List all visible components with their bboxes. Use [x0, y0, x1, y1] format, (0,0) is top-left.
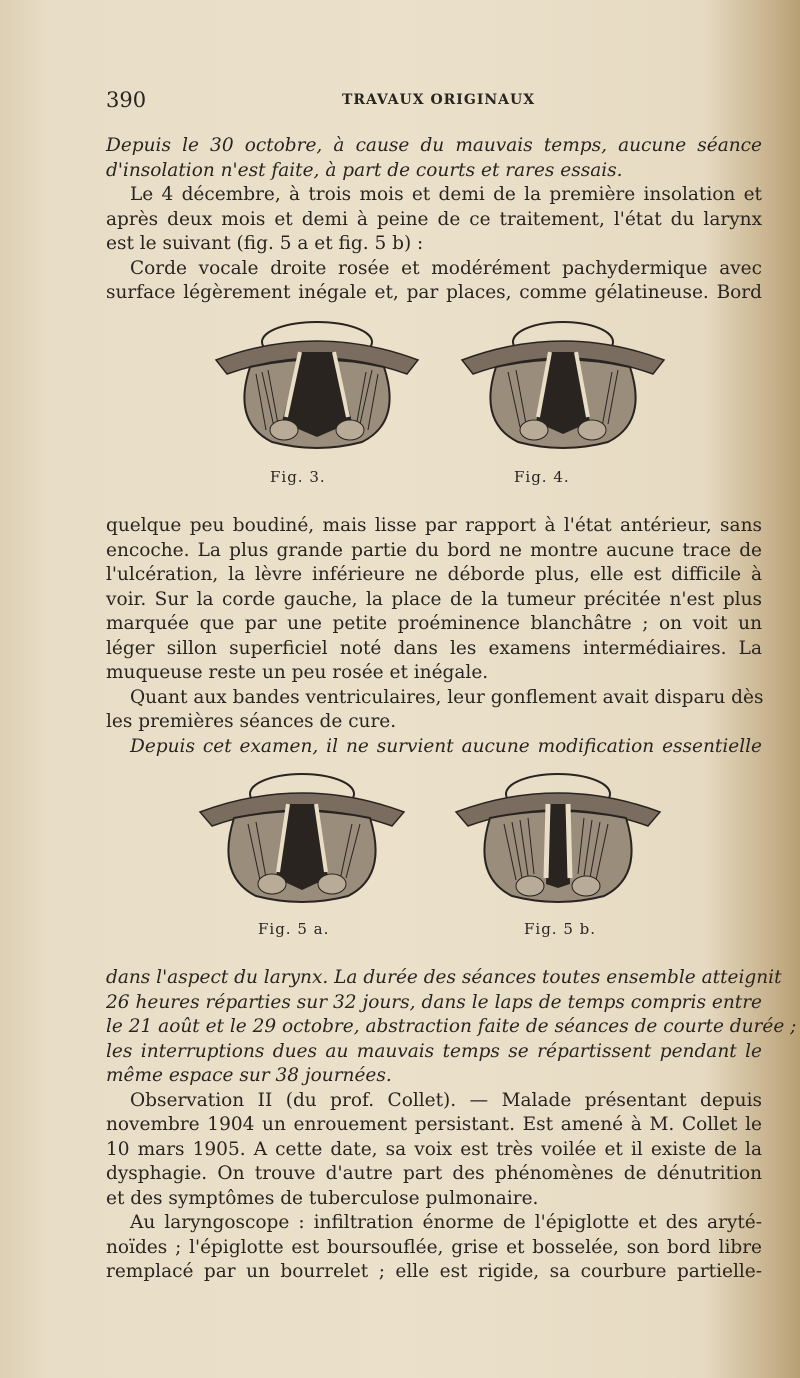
text-line: dans l'aspect du larynx. La durée des séances toutes ensemble atteignit — [106, 967, 782, 988]
text-line: léger sillon superficiel noté dans les examens intermédiaires. La — [106, 637, 762, 659]
text-line: Depuis le 30 octobre, à cause du mauvais temps, aucune séance — [106, 135, 762, 156]
text-line: les premières séances de cure. — [106, 711, 397, 732]
text-line: 10 mars 1905. A cette date, sa voix est très voilée et il existe de la — [106, 1138, 762, 1160]
figure-4-caption: Fig. 4. — [514, 468, 570, 486]
observation-heading-line: Observation II (du prof. Collet). — Malade présentant depuis — [130, 1089, 762, 1111]
text-line: Quant aux bandes ventriculaires, leur gonflement avait disparu dès — [130, 686, 764, 708]
text-line: après deux mois et demi à peine de ce traitement, l'état du larynx — [106, 208, 762, 230]
text-line: muqueuse reste un peu rosée et inégale. — [106, 662, 489, 683]
figure-3-larynx-illustration — [212, 312, 422, 452]
text-line: Depuis cet examen, il ne survient aucune modification essentielle — [130, 735, 762, 757]
text-line: voir. Sur la corde gauche, la place de la tumeur précitée n'est plus — [106, 588, 762, 610]
paragraph-block-3 — [106, 966, 797, 1285]
text-line: d'insolation n'est faite, à part de courts et rares essais. — [106, 159, 623, 181]
text-line: dysphagie. On trouve d'autre part des phénomènes de dénutrition — [106, 1163, 762, 1184]
text-line: Corde vocale droite rosée et modérément pachydermique avec — [130, 257, 762, 279]
text-line: marquée que par une petite proéminence blanchâtre ; on voit un — [106, 613, 762, 634]
paragraph-block-1 — [106, 134, 762, 306]
figure-5a-larynx-illustration — [196, 766, 408, 906]
text-line: les interruptions dues au mauvais temps se répartissent pendant le — [106, 1040, 762, 1062]
figure-3-caption: Fig. 3. — [270, 468, 326, 486]
text-line: le 21 août et le 29 octobre, abstraction faite de séances de courte durée ; — [106, 1016, 797, 1037]
text-line: et des symptômes de tuberculose pulmonaire. — [106, 1187, 539, 1209]
text-line: quelque peu boudiné, mais lisse par rapport à l'état antérieur, sans — [106, 515, 762, 536]
text-line: remplacé par un bourrelet ; elle est rigide, sa courbure partielle- — [106, 1261, 762, 1282]
text-line: encoche. La plus grande partie du bord ne montre aucune trace de — [106, 539, 762, 561]
figure-5b-larynx-illustration — [452, 766, 664, 916]
text-line: est le suivant (fig. 5 a et fig. 5 b) : — [106, 233, 424, 254]
text-line: même espace sur 38 journées. — [106, 1065, 392, 1086]
figure-4-larynx-illustration — [458, 312, 668, 452]
text-line: 26 heures réparties sur 32 jours, dans le laps de temps compris entre — [106, 991, 762, 1013]
text-line: surface légèrement inégale et, par places, comme gélatineuse. Bord — [106, 282, 762, 303]
text-line: Au laryngoscope : infiltration énorme de l'épiglotte et des aryté- — [130, 1212, 762, 1233]
page-number: 390 — [106, 88, 147, 112]
paragraph-block-2 — [106, 514, 762, 759]
text-line: novembre 1904 un enrouement persistant. Est amené à M. Collet le — [106, 1114, 762, 1135]
text-line: noïdes ; l'épiglotte est boursouflée, grise et bosselée, son bord libre — [106, 1236, 762, 1258]
text-line: l'ulcération, la lèvre inférieure ne déborde plus, elle est difficile à — [106, 564, 762, 585]
figure-5a-caption: Fig. 5 a. — [258, 920, 330, 938]
text-line: Le 4 décembre, à trois mois et demi de la première insolation et — [130, 184, 762, 205]
running-title: TRAVAUX ORIGINAUX — [342, 92, 536, 108]
figure-5b-caption: Fig. 5 b. — [524, 920, 597, 938]
page-header — [0, 88, 800, 118]
